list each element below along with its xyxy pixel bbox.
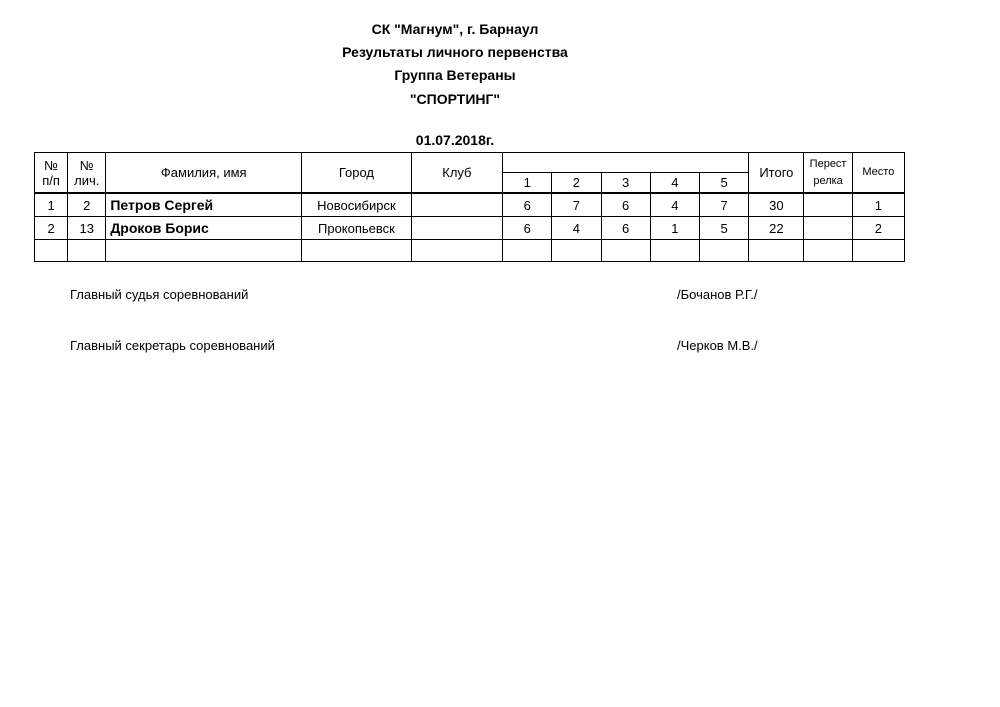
secretary-name: /Черков М.В./ [677,338,758,353]
cell-empty [411,240,502,262]
cell-empty [68,240,106,262]
cell-round-5: 5 [699,217,748,240]
cell-empty [749,240,804,262]
table-row-empty [35,240,905,262]
header-group: Группа Ветераны [394,67,516,83]
col-header-name: Фамилия, имя [106,153,302,194]
col-header-shootoff: Перест релка [804,153,852,194]
col-header-rounds-group [503,153,749,173]
table-row [35,193,905,217]
cell-place: 1 [852,193,904,217]
cell-club [411,193,502,217]
cell-empty [302,240,411,262]
cell-shootoff [804,193,852,217]
cell-empty [650,240,699,262]
cell-round-2: 4 [552,217,601,240]
cell-round-4: 4 [650,193,699,217]
judge-label: Главный судья соревнований [70,287,249,302]
cell-empty [552,240,601,262]
cell-round-1: 6 [503,193,552,217]
cell-total: 30 [749,193,804,217]
cell-name: Дроков Борис [106,217,302,240]
cell-empty [601,240,650,262]
col-header-round-2: 2 [552,173,601,194]
col-header-round-4: 4 [650,173,699,194]
cell-name: Петров Сергей [106,193,302,217]
col-header-round-3: 3 [601,173,650,194]
col-header-round-1: 1 [503,173,552,194]
cell-round-3: 6 [601,217,650,240]
cell-empty [804,240,852,262]
cell-total: 22 [749,217,804,240]
cell-lic: 13 [68,217,106,240]
cell-num: 1 [35,193,68,217]
header-club: СК "Магнум", г. Барнаул [371,21,539,37]
cell-num: 2 [35,217,68,240]
results-table [34,152,905,262]
col-header-round-5: 5 [699,173,748,194]
cell-round-3: 6 [601,193,650,217]
col-header-club: Клуб [411,153,502,194]
cell-empty [35,240,68,262]
cell-place: 2 [852,217,904,240]
secretary-label: Главный секретарь соревнований [70,338,275,353]
cell-round-4: 1 [650,217,699,240]
col-header-city: Город [302,153,411,194]
header-date: 01.07.2018г. [415,132,495,148]
col-header-total: Итого [749,153,804,194]
cell-city: Новосибирск [302,193,411,217]
cell-round-1: 6 [503,217,552,240]
header-discipline: "СПОРТИНГ" [409,91,501,107]
judge-name: /Бочанов Р.Г./ [677,287,758,302]
cell-shootoff [804,217,852,240]
cell-empty [699,240,748,262]
cell-round-5: 7 [699,193,748,217]
cell-club [411,217,502,240]
cell-city: Прокопьевск [302,217,411,240]
cell-round-2: 7 [552,193,601,217]
cell-empty [106,240,302,262]
table-row [35,217,905,240]
cell-lic: 2 [68,193,106,217]
header-title: Результаты личного первенства [342,44,568,60]
col-header-place: Место [852,153,904,194]
cell-empty [503,240,552,262]
col-header-num: № п/п [35,153,68,194]
col-header-lic: № лич. [68,153,106,194]
cell-empty [852,240,904,262]
